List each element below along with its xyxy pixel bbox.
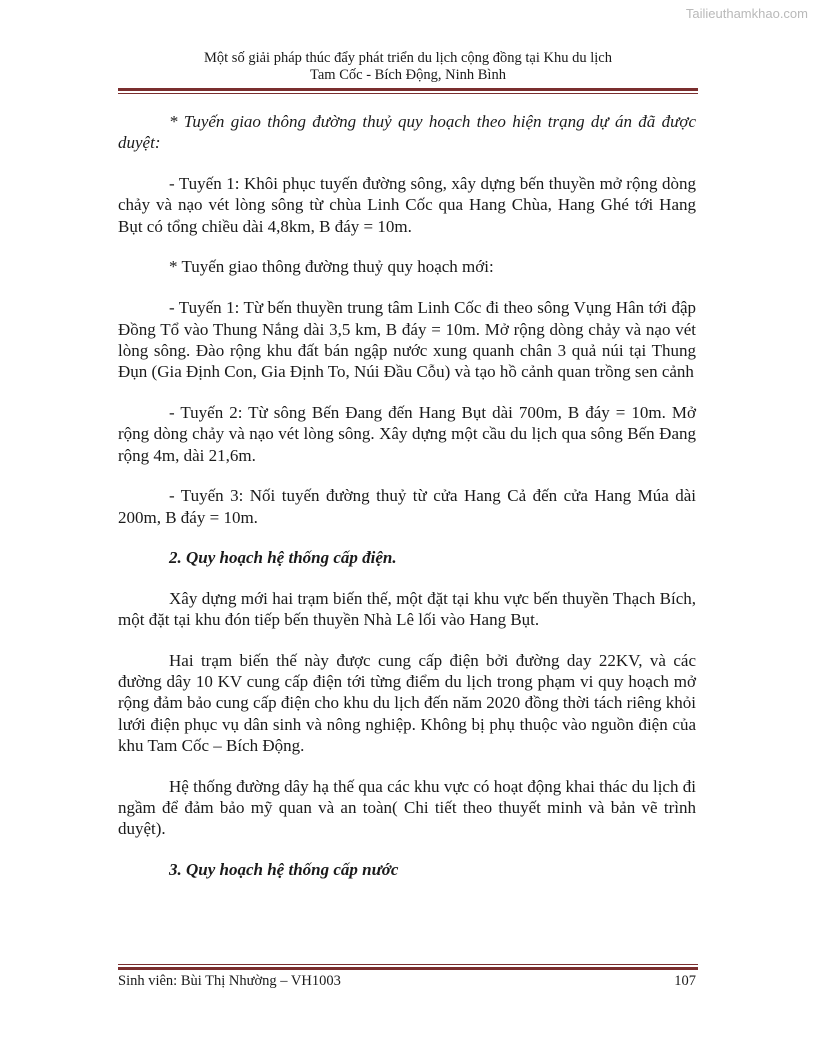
page-body <box>118 111 696 900</box>
footer-rule-thick <box>118 967 698 970</box>
paragraph-new-route-2: - Tuyến 2: Từ sông Bến Đang đến Hang Bụt dài 700m, B đáy = 10m. Mở rộng dòng chảy và nạo vét lòng sông. Xây dựng một cầu du lịch qua sông Bến Đang rộng 4m, dài 21,6m. <box>118 402 696 465</box>
paragraph-low-voltage: Hệ thống đường dây hạ thế qua các khu vực có hoạt động khai thác du lịch đi ngầm để đảm bảo mỹ quan và an toàn( Chi tiết theo thuyết minh và bản vẽ trình duyệt). <box>118 776 696 839</box>
page-number: 107 <box>674 973 696 989</box>
paragraph-power-stations: Xây dựng mới hai trạm biến thế, một đặt tại khu vực bến thuyền Thạch Bích, một đặt tại khu đón tiếp bến thuyền Nhà Lê lối vào Hang Bụt. <box>118 588 696 630</box>
footer-rule-thin <box>118 964 698 965</box>
running-header <box>118 50 698 84</box>
header-rule-thick <box>118 88 698 91</box>
section-heading-power: 2. Quy hoạch hệ thống cấp điện. <box>169 548 397 568</box>
section-heading-water: 3. Quy hoạch hệ thống cấp nước <box>169 860 399 880</box>
paragraph-new-route-3: - Tuyến 3: Nối tuyến đường thuỷ từ cửa Hang Cả đến cửa Hang Múa dài 200m, B đáy = 10m. <box>118 486 696 527</box>
paragraph-power-lines: Hai trạm biến thế này được cung cấp điện bởi đường day 22KV, và các đường dây 10 KV cung cấp điện tới từng điểm du lịch trong phạm vi quy hoạch mở rộng đảm bảo cung cấp điện cho khu du lịch đến năm 2020 đồng thời tách riêng khỏi lưới điện phục vụ dân sinh và nông nghiệp. Không bị phụ thuộc vào nguồn điện của khu Tam Cốc – Bích Động. <box>118 650 696 756</box>
paragraph-new-routes-heading: * Tuyến giao thông đường thuỷ quy hoạch mới: <box>169 257 494 277</box>
footer-student: Sinh viên: Bùi Thị Nhường – VH1003 <box>118 973 341 989</box>
header-line-1: Một số giải pháp thúc đẩy phát triển du lịch cộng đồng tại Khu du lịch <box>204 50 612 66</box>
paragraph-new-route-1: - Tuyến 1: Từ bến thuyền trung tâm Linh Cốc đi theo sông Vụng Hân tới đập Đồng Tổ vào Thung Nắng dài 3,5 km, B đáy = 10m. Mở rộng dòng chảy và nạo vét lòng sông. Đào rộng khu đất bán ngập nước xung quanh chân 3 quả núi tại Thung Đụn (Gia Định Con, Gia Định To, Núi Đầu Cỗu) và tạo hồ cảnh quan trồng sen cảnh <box>118 298 696 382</box>
header-line-2: Tam Cốc - Bích Động, Ninh Bình <box>310 67 506 83</box>
paragraph-route-1-existing: - Tuyến 1: Khôi phục tuyến đường sông, xây dựng bến thuyền mở rộng dòng chảy và nạo vét lòng sông từ chùa Linh Cốc qua Hang Chùa, Hang Ghé tới Hang Bụt có tổng chiều dài 4,8km, B đáy = 10m. <box>118 174 696 236</box>
header-rule-thin <box>118 93 698 94</box>
watermark: Tailieuthamkhao.com <box>685 6 808 21</box>
paragraph-existing-routes-heading: * Tuyến giao thông đường thuỷ quy hoạch theo hiện trạng dự án đã được duyệt: <box>118 112 696 153</box>
